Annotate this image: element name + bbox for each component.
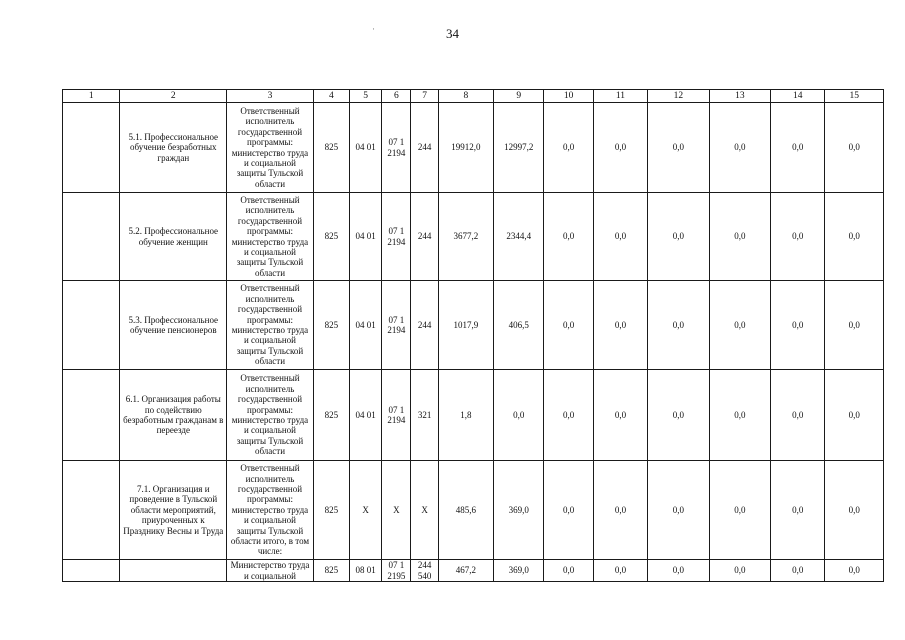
amount-cell: 0,0 bbox=[593, 103, 647, 193]
section-code-cell: 04 01 bbox=[350, 193, 382, 281]
amount-cell: 2344,4 bbox=[494, 193, 544, 281]
responsible-cell: Ответственный исполнитель государственной программы: министерство труда и социальной защиты Тульской области bbox=[227, 103, 314, 193]
responsible-cell: Ответственный исполнитель государственной программы: министерство труда и социальной защиты Тульской области bbox=[227, 281, 314, 370]
amount-cell: 0,0 bbox=[771, 193, 825, 281]
target-code-cell: 07 1 2194 bbox=[382, 103, 411, 193]
amount-cell: 1017,9 bbox=[438, 281, 493, 370]
column-header: 13 bbox=[709, 90, 770, 103]
row-number-cell bbox=[63, 370, 120, 461]
amount-cell: 0,0 bbox=[771, 461, 825, 560]
measure-name-cell: 5.2. Профессиональное обучение женщин bbox=[120, 193, 227, 281]
row-number-cell bbox=[63, 281, 120, 370]
row-number-cell bbox=[63, 193, 120, 281]
amount-cell: 0,0 bbox=[593, 370, 647, 461]
section-code-cell: 04 01 bbox=[350, 370, 382, 461]
table-row bbox=[63, 560, 884, 582]
ministry-code-cell: 825 bbox=[313, 461, 349, 560]
column-header: 14 bbox=[771, 90, 825, 103]
amount-cell: 0,0 bbox=[648, 193, 709, 281]
amount-cell: 0,0 bbox=[593, 461, 647, 560]
column-header: 15 bbox=[825, 90, 884, 103]
section-code-cell: 08 01 bbox=[350, 560, 382, 582]
responsible-cell: Ответственный исполнитель государственной программы: министерство труда и социальной защиты Тульской области bbox=[227, 370, 314, 461]
amount-cell: 0,0 bbox=[593, 193, 647, 281]
column-header: 12 bbox=[648, 90, 709, 103]
amount-cell: 0,0 bbox=[771, 560, 825, 582]
column-header: 4 bbox=[313, 90, 349, 103]
amount-cell: 0,0 bbox=[771, 103, 825, 193]
amount-cell: 0,0 bbox=[709, 560, 770, 582]
expense-type-cell: 244 bbox=[411, 281, 438, 370]
table-row bbox=[63, 461, 884, 560]
table-row bbox=[63, 281, 884, 370]
section-code-cell: X bbox=[350, 461, 382, 560]
amount-cell: 0,0 bbox=[709, 103, 770, 193]
amount-cell: 0,0 bbox=[544, 370, 593, 461]
responsible-cell: Ответственный исполнитель государственной программы: министерство труда и социальной защиты Тульской области bbox=[227, 193, 314, 281]
target-code-cell: X bbox=[382, 461, 411, 560]
row-number-cell bbox=[63, 461, 120, 560]
amount-cell: 369,0 bbox=[494, 560, 544, 582]
amount-cell: 406,5 bbox=[494, 281, 544, 370]
measure-name-cell: 7.1. Организация и проведение в Тульской области мероприятий, приуроченных к Празднику Весны и Труда bbox=[120, 461, 227, 560]
row-number-cell bbox=[63, 560, 120, 582]
amount-cell: 0,0 bbox=[544, 103, 593, 193]
amount-cell: 1,8 bbox=[438, 370, 493, 461]
amount-cell: 0,0 bbox=[648, 370, 709, 461]
expense-type-cell: 244 540 bbox=[411, 560, 438, 582]
column-header: 2 bbox=[120, 90, 227, 103]
measure-name-cell: 6.1. Организация работы по содействию безработным гражданам в переезде bbox=[120, 370, 227, 461]
amount-cell: 485,6 bbox=[438, 461, 493, 560]
amount-cell: 0,0 bbox=[709, 370, 770, 461]
amount-cell: 0,0 bbox=[771, 281, 825, 370]
section-code-cell: 04 01 bbox=[350, 281, 382, 370]
measure-name-cell bbox=[120, 560, 227, 582]
expense-type-cell: 321 bbox=[411, 370, 438, 461]
amount-cell: 0,0 bbox=[544, 461, 593, 560]
amount-cell: 0,0 bbox=[593, 560, 647, 582]
row-number-cell bbox=[63, 103, 120, 193]
budget-table bbox=[62, 89, 884, 582]
expense-type-cell: X bbox=[411, 461, 438, 560]
amount-cell: 0,0 bbox=[544, 281, 593, 370]
column-header: 10 bbox=[544, 90, 593, 103]
target-code-cell: 07 1 2194 bbox=[382, 370, 411, 461]
amount-cell: 0,0 bbox=[593, 281, 647, 370]
column-header: 6 bbox=[382, 90, 411, 103]
amount-cell: 0,0 bbox=[825, 281, 884, 370]
column-header: 3 bbox=[227, 90, 314, 103]
ministry-code-cell: 825 bbox=[313, 193, 349, 281]
page-number: 34 bbox=[446, 26, 459, 41]
table-row bbox=[63, 193, 884, 281]
ministry-code-cell: 825 bbox=[313, 281, 349, 370]
amount-cell: 467,2 bbox=[438, 560, 493, 582]
responsible-cell: Ответственный исполнитель государственной программы: министерство труда и социальной защиты Тульской области итого, в том числе: bbox=[227, 461, 314, 560]
amount-cell: 12997,2 bbox=[494, 103, 544, 193]
ministry-code-cell: 825 bbox=[313, 103, 349, 193]
amount-cell: 0,0 bbox=[825, 103, 884, 193]
table-row bbox=[63, 370, 884, 461]
amount-cell: 0,0 bbox=[648, 103, 709, 193]
amount-cell: 0,0 bbox=[825, 370, 884, 461]
amount-cell: 0,0 bbox=[709, 461, 770, 560]
target-code-cell: 07 1 2194 bbox=[382, 281, 411, 370]
expense-type-cell: 244 bbox=[411, 103, 438, 193]
column-header-row bbox=[63, 90, 884, 103]
ministry-code-cell: 825 bbox=[313, 560, 349, 582]
amount-cell: 0,0 bbox=[771, 370, 825, 461]
amount-cell: 0,0 bbox=[544, 193, 593, 281]
amount-cell: 0,0 bbox=[825, 461, 884, 560]
amount-cell: 0,0 bbox=[709, 193, 770, 281]
amount-cell: 0,0 bbox=[648, 461, 709, 560]
responsible-cell: Министерство труда и социальной bbox=[227, 560, 314, 582]
amount-cell: 0,0 bbox=[709, 281, 770, 370]
expense-type-cell: 244 bbox=[411, 193, 438, 281]
amount-cell: 0,0 bbox=[544, 560, 593, 582]
amount-cell: 19912,0 bbox=[438, 103, 493, 193]
column-header: 8 bbox=[438, 90, 493, 103]
column-header: 9 bbox=[494, 90, 544, 103]
section-code-cell: 04 01 bbox=[350, 103, 382, 193]
target-code-cell: 07 1 2194 bbox=[382, 193, 411, 281]
measure-name-cell: 5.1. Профессиональное обучение безработных граждан bbox=[120, 103, 227, 193]
ministry-code-cell: 825 bbox=[313, 370, 349, 461]
amount-cell: 0,0 bbox=[494, 370, 544, 461]
table-row bbox=[63, 103, 884, 193]
amount-cell: 0,0 bbox=[648, 281, 709, 370]
target-code-cell: 07 1 2195 bbox=[382, 560, 411, 582]
measure-name-cell: 5.3. Профессиональное обучение пенсионеров bbox=[120, 281, 227, 370]
amount-cell: 3677,2 bbox=[438, 193, 493, 281]
amount-cell: 0,0 bbox=[825, 560, 884, 582]
column-header: 1 bbox=[63, 90, 120, 103]
column-header: 7 bbox=[411, 90, 438, 103]
amount-cell: 369,0 bbox=[494, 461, 544, 560]
column-header: 5 bbox=[350, 90, 382, 103]
scan-mark: · bbox=[372, 24, 375, 34]
column-header: 11 bbox=[593, 90, 647, 103]
amount-cell: 0,0 bbox=[648, 560, 709, 582]
amount-cell: 0,0 bbox=[825, 193, 884, 281]
